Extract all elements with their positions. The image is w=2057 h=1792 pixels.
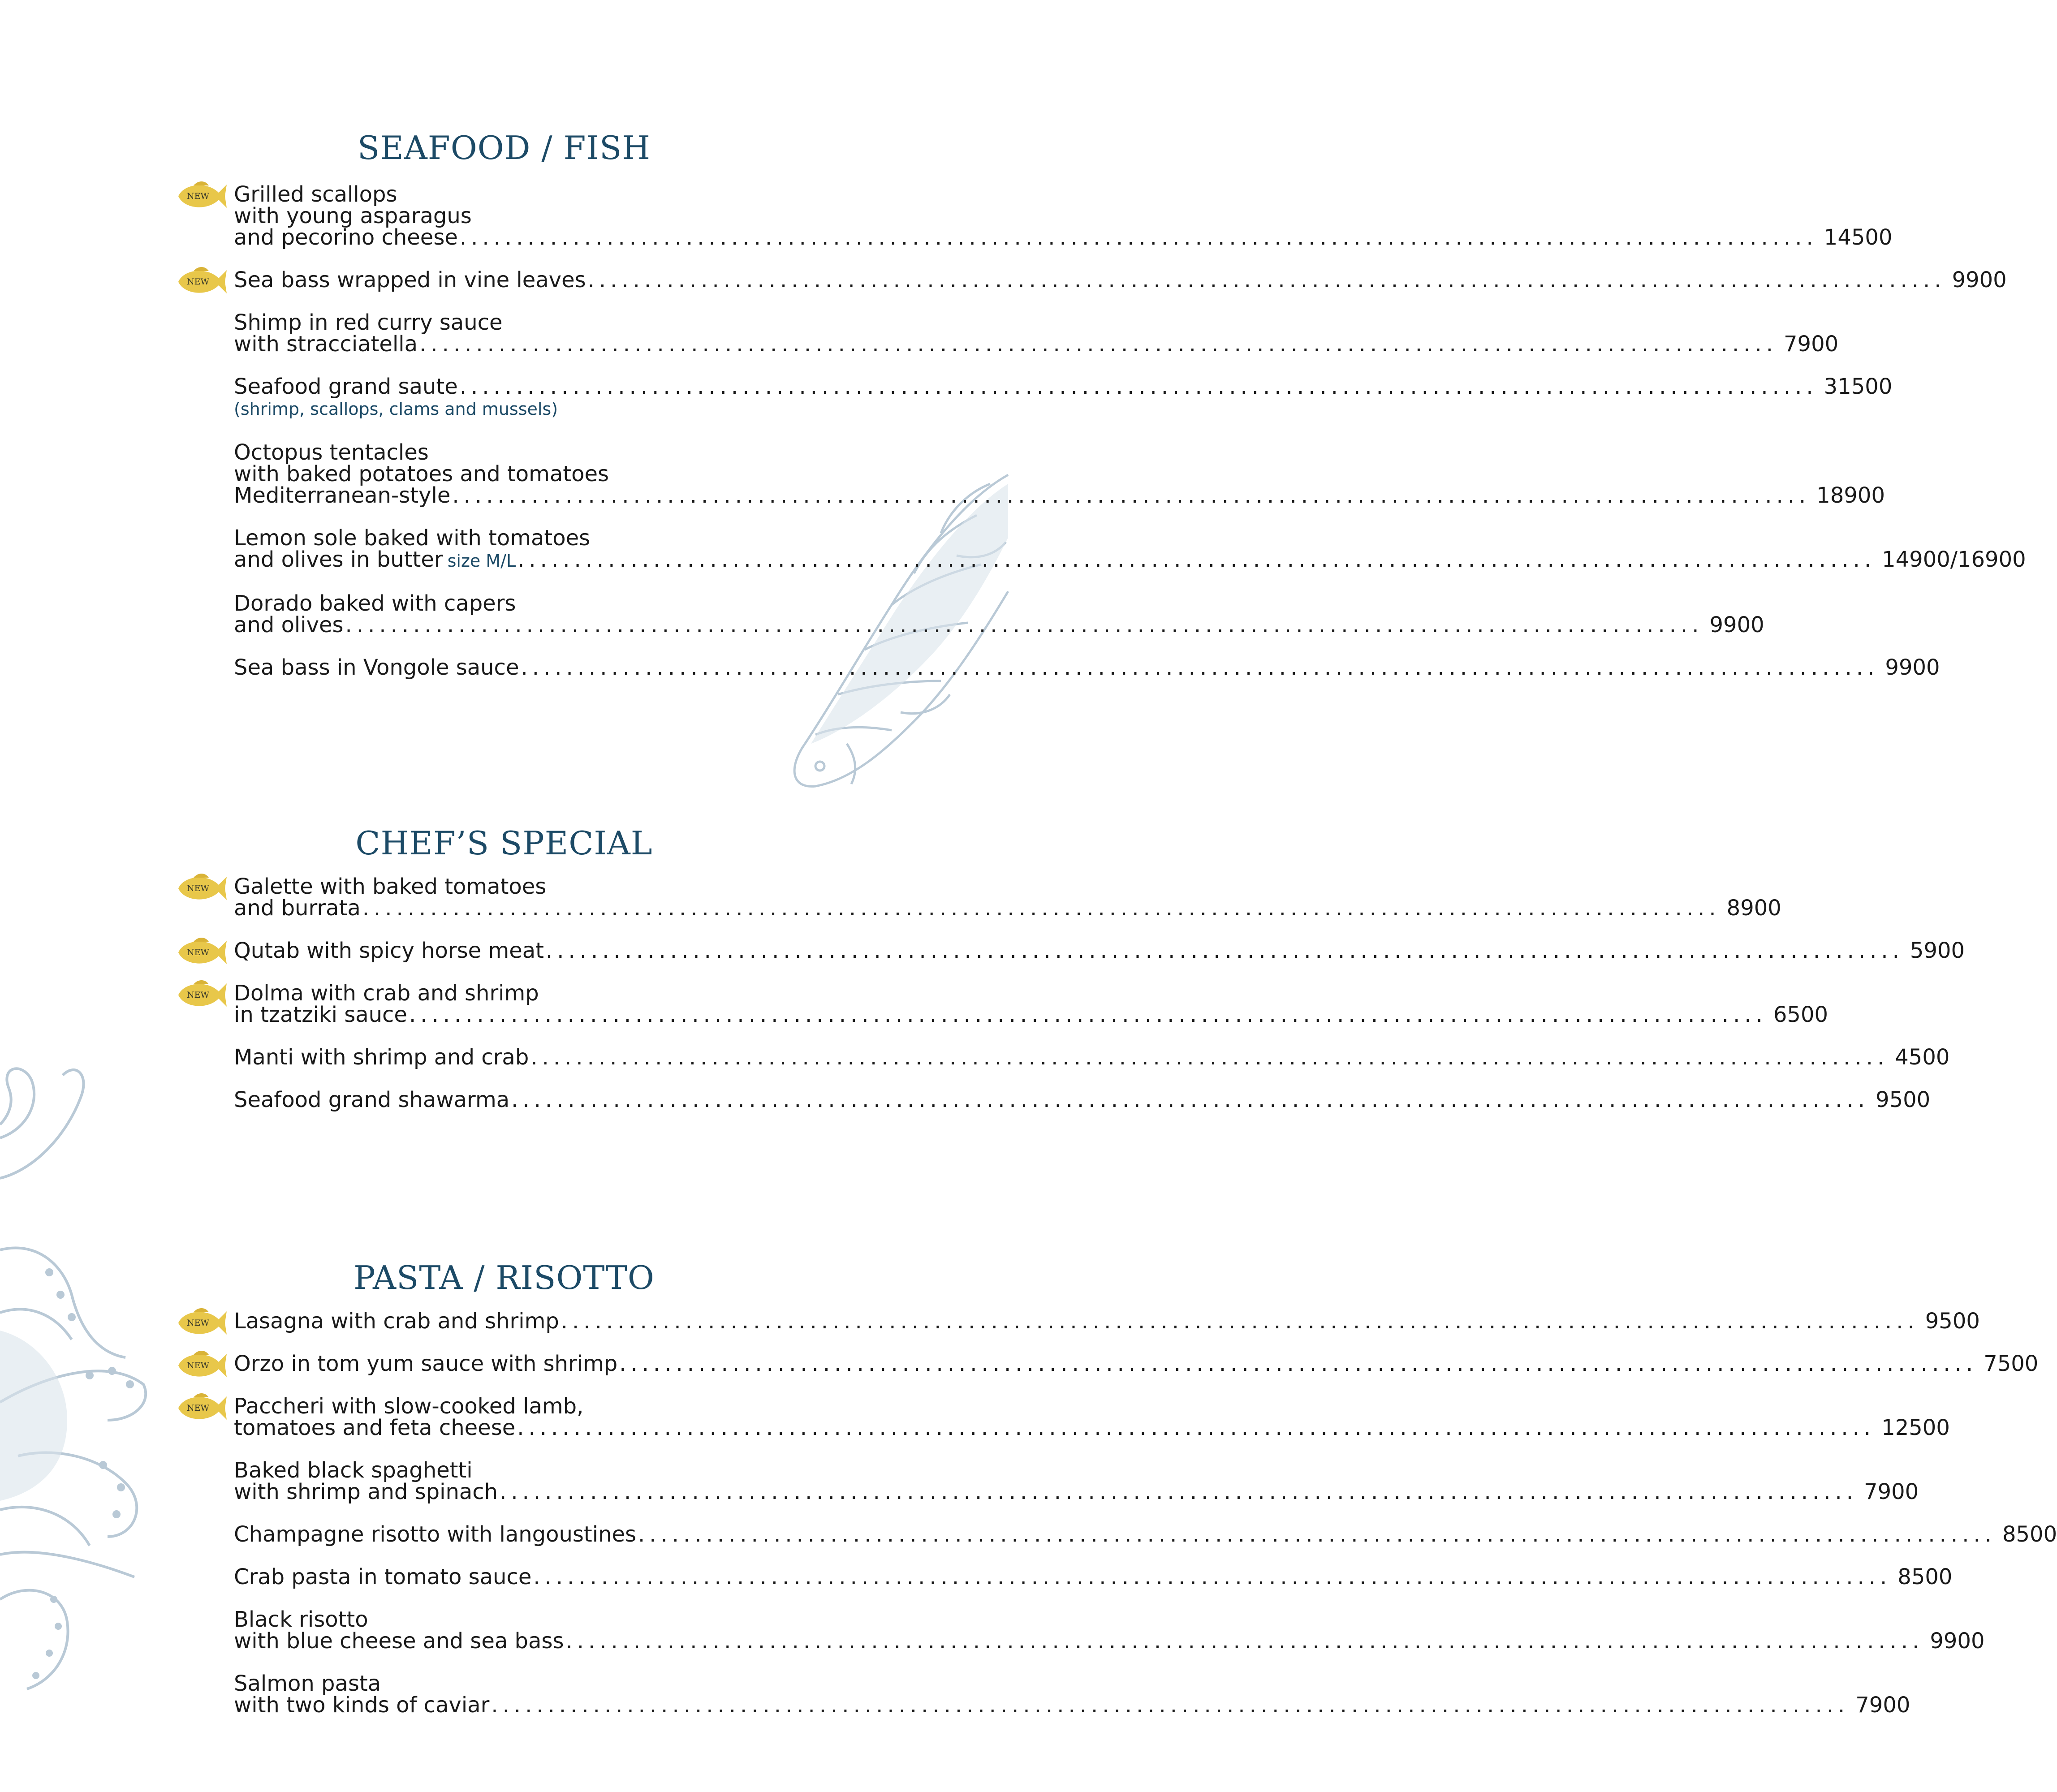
- dot-leader: ........................................................................................................................: [459, 374, 1818, 399]
- menu-item-description: (shrimp, scallops, clams and mussels): [234, 399, 558, 419]
- menu-item-name: Dolma with crab and shrimp: [234, 981, 539, 1006]
- dot-leader: ........................................................................................................................: [491, 1693, 1850, 1718]
- menu-item-name: Mediterranean-style: [234, 483, 451, 508]
- menu-item-name: Sea bass wrapped in vine leaves: [234, 267, 586, 293]
- menu-item-line: [234, 205, 774, 227]
- menu-item-name: Qutab with spicy horse meat: [234, 938, 544, 963]
- menu-item: [234, 1607, 1985, 1654]
- section-title-chefs-special: CHEF’S SPECIAL: [355, 824, 653, 862]
- menu-item: [234, 1671, 1910, 1718]
- menu-item-line: [234, 442, 774, 463]
- menu-item-price: 14900/16900: [1882, 547, 2026, 572]
- menu-item: [234, 591, 1764, 638]
- menu-item-price: 18900: [1816, 483, 1885, 508]
- menu-item-name: Seafood grand saute: [234, 374, 458, 399]
- dot-leader: ........................................................................................................................: [587, 267, 1946, 293]
- menu-item-line: [234, 876, 774, 897]
- menu-item-price: 7900: [1783, 332, 1839, 357]
- menu-item-name: Orzo in tom yum sauce with shrimp: [234, 1351, 618, 1376]
- menu-item: [234, 1564, 1953, 1590]
- section-title-seafood-fish: SEAFOOD / FISH: [357, 129, 651, 167]
- menu-item-name: with shrimp and spinach: [234, 1479, 498, 1504]
- dot-leader: ........................................................................................................................: [409, 1002, 1767, 1027]
- dot-leader: ........................................................................................................................: [561, 1309, 1919, 1334]
- menu-item-price: 9900: [1885, 655, 1940, 680]
- section-title-pasta-risotto: PASTA / RISOTTO: [354, 1259, 655, 1297]
- menu-item-line: [234, 982, 774, 1004]
- dot-leader: ........................................................................................................................: [459, 225, 1818, 250]
- menu-item-name: with baked potatoes and tomatoes: [234, 461, 609, 487]
- dot-leader: ........................................................................................................................: [419, 332, 1777, 357]
- new-fish-badge-icon: [176, 179, 229, 213]
- menu-item-line: [234, 312, 774, 333]
- dot-leader: ........................................................................................................................: [533, 1564, 1892, 1590]
- menu-item-line: [234, 612, 1764, 638]
- menu-item-line: [234, 483, 1885, 508]
- menu-item: [186, 981, 1828, 1027]
- menu-item-price: 8900: [1726, 896, 1781, 921]
- menu-item-line: [234, 332, 1839, 357]
- pasta-risotto-list: [186, 1309, 2057, 1737]
- menu-item-name: Black risotto: [234, 1607, 368, 1632]
- menu-item-name: Manti with shrimp and crab: [234, 1045, 529, 1070]
- dot-leader: ........................................................................................................................: [517, 1415, 1876, 1440]
- new-fish-badge-icon: [176, 935, 229, 969]
- menu-item: [186, 874, 1781, 921]
- menu-item-name: tomatoes and feta cheese: [234, 1415, 516, 1440]
- menu-item-name: Lemon sole baked with tomatoes: [234, 526, 591, 551]
- menu-item-line: [234, 267, 2007, 293]
- menu-item-name: in tzatziki sauce: [234, 1002, 407, 1027]
- menu-item-price: 6500: [1773, 1002, 1828, 1027]
- menu-item: [234, 1045, 1950, 1070]
- menu-item: [186, 1309, 1980, 1334]
- menu-item-line: [234, 1460, 774, 1481]
- menu-item-price: 8500: [2002, 1522, 2057, 1547]
- octopus-illustration-icon: [0, 1062, 152, 1702]
- menu-item-price: 8500: [1897, 1564, 1953, 1590]
- new-badge-label: NEW: [186, 1318, 210, 1328]
- menu-item-line: [234, 225, 1893, 250]
- dot-leader: ........................................................................................................................: [500, 1479, 1858, 1504]
- menu-item-line: [234, 1522, 2057, 1547]
- new-badge-label: NEW: [186, 191, 210, 201]
- menu-item: [186, 267, 2007, 293]
- menu-item-line: [234, 1045, 1950, 1070]
- dot-leader: ........................................................................................................................: [530, 1045, 1889, 1070]
- menu-item-line: [234, 1564, 1953, 1590]
- menu-item-price: 7900: [1864, 1479, 1919, 1504]
- menu-item-line: [234, 938, 1965, 963]
- menu-item-name: and burrata: [234, 896, 361, 921]
- dot-leader: ........................................................................................................................: [521, 655, 1879, 680]
- new-fish-badge-icon: [176, 1306, 229, 1340]
- dot-leader: ........................................................................................................................: [345, 612, 1703, 638]
- menu-item-price: 9900: [1709, 612, 1764, 638]
- menu-item-line: [234, 184, 774, 205]
- new-badge-label: NEW: [186, 948, 210, 957]
- menu-item-name: with stracciatella: [234, 332, 418, 357]
- menu-item-line: [234, 1479, 1919, 1504]
- menu-item-line: [234, 593, 774, 614]
- menu-item: [186, 938, 1965, 963]
- menu-item-name: Sea bass in Vongole sauce: [234, 655, 519, 680]
- dot-leader: ........................................................................................................................: [452, 483, 1811, 508]
- menu-item-price: 7500: [1984, 1351, 2039, 1376]
- menu-item-name: Paccheri with slow-cooked lamb,: [234, 1394, 584, 1419]
- menu-item-name: Octopus tentacles: [234, 440, 429, 465]
- menu-item-line: [234, 1309, 1980, 1334]
- menu-item-price: 9500: [1925, 1309, 1980, 1334]
- menu-item-name: Dorado baked with capers: [234, 591, 516, 616]
- menu-item: [234, 440, 1885, 508]
- menu-item-name: and pecorino cheese: [234, 225, 458, 250]
- menu-item-line: [234, 1415, 1950, 1440]
- menu-item-name: Shimp in red curry sauce: [234, 310, 503, 335]
- menu-item-line: [234, 1002, 1828, 1027]
- menu-item-price: 7900: [1855, 1693, 1910, 1718]
- menu-item: [234, 310, 1839, 357]
- new-badge-label: NEW: [186, 277, 210, 287]
- menu-item-price: 31500: [1824, 374, 1893, 399]
- dot-leader: ........................................................................................................................: [545, 938, 1904, 963]
- dot-leader: ........................................................................................................................: [619, 1351, 1978, 1376]
- menu-item: [234, 1087, 1931, 1112]
- menu-item-line: [234, 463, 774, 485]
- new-badge-label: NEW: [186, 990, 210, 1000]
- menu-item-line: [234, 1087, 1931, 1112]
- menu-item-line: [234, 896, 1781, 921]
- menu-item-name: Lasagna with crab and shrimp: [234, 1309, 559, 1334]
- menu-item-line: [234, 1396, 774, 1417]
- menu-item: [186, 1351, 2039, 1376]
- menu-item-name: with blue cheese and sea bass: [234, 1628, 564, 1654]
- menu-item-name: Salmon pasta: [234, 1671, 381, 1696]
- menu-item-line: [234, 1628, 1985, 1654]
- menu-item-price: 12500: [1881, 1415, 1950, 1440]
- dot-leader: ........................................................................................................................: [565, 1628, 1924, 1654]
- menu-item-name: with young asparagus: [234, 203, 472, 228]
- new-fish-badge-icon: [176, 265, 229, 299]
- menu-item-line: [234, 547, 2026, 572]
- new-fish-badge-icon: [176, 1348, 229, 1383]
- menu-item-line: [234, 655, 1940, 680]
- menu-item: [186, 182, 1893, 250]
- menu-item: [234, 526, 2026, 572]
- menu-item-name: Crab pasta in tomato sauce: [234, 1564, 532, 1590]
- menu-item-name: with two kinds of caviar: [234, 1693, 490, 1718]
- menu-item: [234, 1458, 1919, 1504]
- dot-leader: ........................................................................................................................: [362, 896, 1721, 921]
- dot-leader: ........................................................................................................................: [517, 547, 1876, 572]
- menu-item-name: Grilled scallops: [234, 182, 397, 207]
- menu-item-price: 14500: [1824, 225, 1893, 250]
- dot-leader: ........................................................................................................................: [511, 1087, 1870, 1112]
- new-fish-badge-icon: [176, 1391, 229, 1425]
- menu-item-price: 4500: [1895, 1045, 1950, 1070]
- menu-item: [186, 1394, 1950, 1440]
- menu-item-size-note: size M/L: [447, 551, 516, 571]
- menu-item-price: 9900: [1952, 267, 2007, 293]
- menu-item: [234, 655, 1940, 680]
- new-fish-badge-icon: [176, 871, 229, 905]
- menu-item-price: 9900: [1930, 1628, 1985, 1654]
- new-fish-badge-icon: [176, 978, 229, 1012]
- dot-leader: ........................................................................................................................: [638, 1522, 1996, 1547]
- menu-item-price: 9500: [1876, 1087, 1931, 1112]
- menu-item-line: [234, 1673, 774, 1694]
- new-badge-label: NEW: [186, 1361, 210, 1370]
- menu-item-line: [234, 1609, 774, 1630]
- new-badge-label: NEW: [186, 883, 210, 893]
- menu-item-name: Seafood grand shawarma: [234, 1087, 510, 1112]
- menu-item-line: [234, 527, 774, 549]
- menu-item: [234, 374, 1893, 421]
- menu-item-name: Champagne risotto with langoustines: [234, 1522, 637, 1547]
- seafood-fish-list: [186, 182, 2026, 699]
- menu-item-name: and olives in butter: [234, 547, 443, 572]
- new-badge-label: NEW: [186, 1403, 210, 1413]
- chefs-special-list: [186, 874, 1965, 1132]
- menu-item-line: [234, 1351, 2039, 1376]
- menu-item-line: [234, 1693, 1910, 1718]
- menu-item-name: Galette with baked tomatoes: [234, 874, 547, 899]
- menu-item: [234, 1522, 2057, 1547]
- menu-item-name: and olives: [234, 612, 344, 638]
- menu-item-line: [234, 374, 1893, 399]
- menu-item-name: Baked black spaghetti: [234, 1458, 473, 1483]
- menu-item-price: 5900: [1910, 938, 1965, 963]
